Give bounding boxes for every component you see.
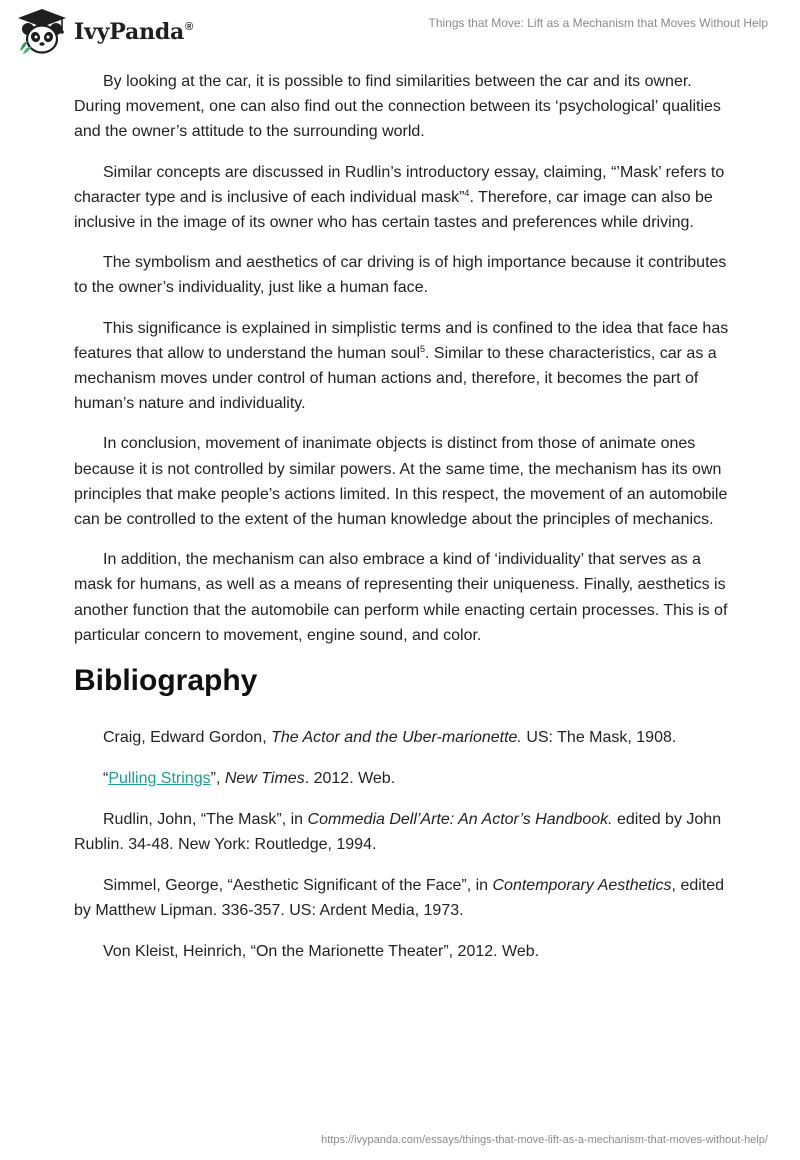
bibliography-entry: Craig, Edward Gordon, The Actor and the Uber-marionette. US: The Mask, 1908. [103, 729, 677, 747]
brand-name: IvyPanda® [74, 19, 194, 45]
ivypanda-logo[interactable] [14, 7, 193, 57]
source-url[interactable]: https://ivypanda.com/essays/things-that-move-lift-as-a-mechanism-that-moves-without-help/ [321, 1134, 768, 1146]
bibliography-heading: Bibliography [74, 664, 258, 698]
footnote-ref[interactable]: 4 [464, 187, 470, 198]
paragraph: In conclusion, movement of inanimate objects is distinct from those of animate ones because it is not controlled by similar powers. At the same time, the mechanism has its own principles that make people’s actions limited. In this respect, the movement of an automobile can be controlled to the extent of the human knowledge about the principles of mechanics. [74, 435, 728, 529]
footnote-ref[interactable]: 5 [420, 343, 426, 354]
trademark-symbol: ® [185, 21, 194, 33]
paragraph: By looking at the car, it is possible to find similarities between the car and its owner. During movement, one can also find out the connection between its ‘psychological’ qualities and the owner’s attitude to the surrounding world. [74, 73, 721, 141]
paragraph: Similar concepts are discussed in Rudlin’s introductory essay, claiming, “’Mask’ refers to character type and is inclusive of each individual mask”$^4$. Therefore, car image can also be inclusive in the image of its owner who has certain tastes and preferences while driving. [74, 163, 725, 232]
pulling-strings-link[interactable]: Pulling Strings [108, 770, 211, 788]
page-header [0, 0, 800, 64]
paragraph: The symbolism and aesthetics of car driving is of high importance because it contributes to the owner’s individuality, just like a human face. [74, 254, 727, 297]
bibliography-entry: Rudlin, John, “The Mask”, in Commedia Dell’Arte: An Actor’s Handbook. edited by John Rublin. 34-48. New York: Routledge, 1994. [74, 811, 722, 854]
essay-body [74, 69, 730, 980]
bibliography-entry: “Pulling Strings”, New Times. 2012. Web. [103, 770, 396, 788]
paragraph: In addition, the mechanism can also embrace a kind of ‘individuality’ that serves as a mask for humans, as well as a means of representing their uniqueness. Finally, aesthetics is another function that the automobile can perform while enacting certain processes. This is of particular concern to movement, engine sound, and color. [74, 551, 728, 644]
bibliography-entry: Von Kleist, Heinrich, “On the Marionette Theater”, 2012. Web. [103, 943, 540, 961]
paragraph: This significance is explained in simplistic terms and is confined to the idea that face has features that allow to understand the human soul$^5$. Similar to these characteristics, car as a mechanism moves under control of human actions and, therefore, it becomes the part of human’s nature and individuality. [74, 319, 729, 413]
document-title: Things that Move: Lift as a Mechanism that Moves Without Help [428, 16, 768, 30]
panda-graduate-icon [14, 7, 70, 57]
bibliography-entry: Simmel, George, “Aesthetic Significant of the Face”, in Contemporary Aesthetics, edited by Matthew Lipman. 336-357. US: Ardent Media, 1973. [74, 877, 725, 920]
